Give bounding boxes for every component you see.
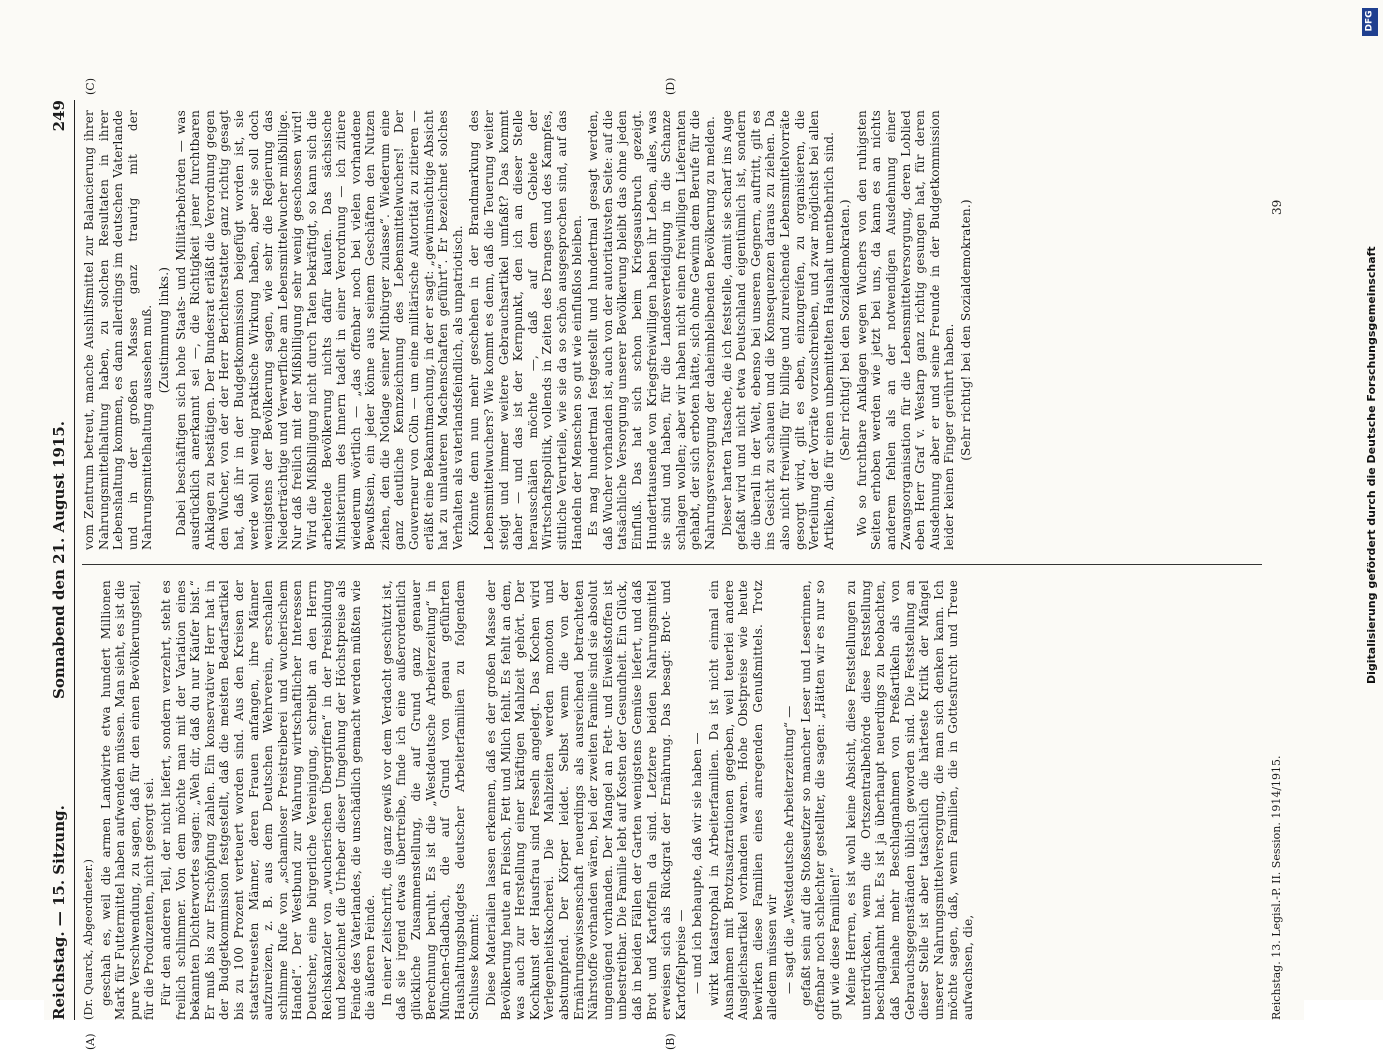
quote-paragraph: gefaßt sein auf die Stoßseufzer so mancher Leser und Leserinnen, offenbar noch schlechter gestellter, die sagen: „Hätten wir es nur so gut wie diese Familien!“ <box>798 580 842 1020</box>
quote-paragraph: wirkt katastrophal in Arbeiterfamilien. Da ist nicht einmal ein Ausnahmen mit Brotzusatzrationen gegeben, weil teuerlei andere Ausgleichsartikel vorhanden waren. Hohe Obstpreise wie heute bewirken diese Familien eines anregenden Genußmittels. Trotz alledem müssen wir <box>706 580 780 1020</box>
interjection: — und ich behaupte, daß wir sie haben — <box>690 732 705 994</box>
paragraph: Meine Herren, es ist wohl keine Absicht, diese Feststellungen zu unterdrücken, wenn die Ortszentralbehörde diese Feststellung beschlagnahmt hat. Es ist ja überhaupt neuerdings zu beobachten, daß beinahe mehr Beschlagnahmen von Preßartikeln als von Gebrauchsgegenständen üblich geworden sind. Die Feststellung an dieser Stelle ist aber tatsächlich die härteste Kritik der Mängel unserer Nahrungsmittelversorgung, die man sich denken kann. Ich möchte sagen, daß, wenn Familien, die in Gottesfurcht und Treue aufwachsen, die, <box>844 580 976 1020</box>
sheet-number: 39 <box>1270 199 1284 215</box>
speaker-note: (Dr. Quarck, Abgeordneter.) <box>82 858 95 1020</box>
column-divider <box>82 564 1262 565</box>
paragraph: Für den anderen Teil, der nicht liefert, sondern verzehrt, steht es freilich schlimmer. Von dem möchte man mit der Variation eines bekannten Dichterwortes sagen: „Weh dir, daß du nur Käufer bist.“ Er muß bis zur Erschöpfung zahlen. Ein konservativer Herr hat in der Budgetkommission festgestellt, daß die meisten Bedarfsartikel bis zu 100 Prozent verteuert worden sind. Aus den Kreisen der staatstreuesten Männer, deren Frauen anfangen, ihre Männer aufzureizen, z. B. aus dem Deutschen Wehrverein, erschallen schlimme Rufe von „schamloser Preistreiberei und wucherischem Handel“. Der Westbund zur Wahrung wirtschaftlicher Interessen Deutscher, eine bürgerliche Vereinigung, schreibt an den Herrn Reichskanzler von „wucherischen Übergriffen“ in der Preisbildung und bezeichnet die Urheber dieser Umgehung der Höchstpreise als Feinde des Vaterlandes, die unschädlich gemacht werden müßten wie die äußeren Feinde. <box>158 580 378 1020</box>
margin-mark-c: (C) <box>84 78 97 95</box>
margin-mark-b: (B) <box>664 1033 677 1050</box>
reaction-note: (Sehr richtig! bei den Sozialdemokraten.) <box>959 199 974 461</box>
dfg-credit-strip <box>1362 8 1380 998</box>
dfg-logo-icon: DFG <box>1362 8 1378 36</box>
paragraph: Dieser harten Tatsache, die ich feststelle, damit sie scharf ins Auge gefaßt wird und nicht etwa Deutschland eigentümlich ist, sondern die überall in der Welt, ebenso bei unseren Gegnern, auftritt, gilt es ins Gesicht zu schauen und die Konsequenzen daraus zu ziehen. Da also nicht freiwillig für billige und zureichende Lebensmittelvorräte gesorgt wird, gilt es eben, einzugreifen, zu organisieren, die Verteilung der Vorräte vorzuschreiben, und zwar möglichst bei allen Artikeln, die für einen unbemittelten Haushalt unentbehrlich sind. <box>719 110 836 550</box>
rotated-document-page <box>44 77 1304 1050</box>
page-header <box>44 100 75 1020</box>
digitization-credit <box>1365 44 1379 684</box>
quote-paragraph: Diese Materialien lassen erkennen, daß es der großen Masse der Bevölkerung heute an Fleisch, Fett und Milch fehlt. Es fehlt an dem, was auch zur Herstellung einer kräftigen Mahlzeit gehört. Der Kochkunst der Hausfrau sind Fesseln angelegt. Das Kochen wird Verlegenheitskocherei. Die Mahlzeiten werden monoton und abstumpfend. Der Körper leidet. Selbst wenn die von der Ernährungswissenschaft neuerdings als ausreichend betrachteten Nährstoffe vorhanden wären, bei der zweiten Familie sind sie absolut ungenügend vorhanden. Der Mangel an Fett- und Eiweißstoffen ist unbestreitbar. Die Familie lebt auf Kosten der Gesundheit. Ein Glück, daß in beiden Fällen der Garten wenigstens Gemüse liefert, und daß Brot und Kartoffeln da sind. Letztere beiden Nahrungsmittel erweisen sich als Rückgrat der Ernährung. Das besagt: Brot- und Kartoffelpreise — <box>484 580 688 1020</box>
header-date: Sonnabend den 21. August 1915. <box>50 421 68 699</box>
interjection: — sagt die „Westdeutsche Arbeiterzeitung“ — <box>781 705 796 994</box>
paragraph: geschah es, weil die armen Landwirte etwa hundert Millionen Mark für Futtermittel haben aufwenden müssen. Man sieht, es ist die pure Verschwendung, zu sagen, daß für den einen Bevölkerungsteil, für die Produzenten, nicht gesorgt sei. <box>98 580 157 1020</box>
paragraph: Könnte denn nun mehr geschehen in der Brandmarkung des Lebensmittelwuchers? Wie kommt es denn, daß die Teuerung weiter steigt und immer weitere Gebrauchsartikel umfaßt? Das kommt daher — und das ist der Kernpunkt, den ich an dieser Stelle herausschälen möchte —, daß auf dem Gebiete der Wirtschaftspolitik, vollends in Zeiten des Dranges und des Kampfes, sittliche Verurteile, wie sie da so schön ausgesprochen sind, auf das Handeln der Menschen so gut wie einflußlos bleiben. <box>467 110 584 550</box>
paragraph: Dabei beschäftigen sich hohe Staats- und Militärbehörden — was ausdrücklich anerkannt sei —, die Richtigkeit jener furchtbaren Anklagen zu bestätigen. Der Bundesrat erläßt die Verordnung gegen den Wucher, von der der Herr Berichterstatter ganz richtig gesagt hat, daß ihr in der Budgetkommission beigefügt worden ist, sie werde wohl wenig praktische Wirkung haben, aber sie soll doch wenigstens der Bevölkerung sagen, wie sehr die Regierung das Niederträchtige und Verwerfliche am Lebensmittelwucher mißbillige. Nur daß freilich mit der Mißbilligung sehr wenig geschossen wird! Wird die Mißbilligung nicht durch Taten bekräftigt, so kann sich die arbeitende Bevölkerung nichts dafür kaufen. Das sächsische Ministerium des Innern tadelt in einer Verordnung — ich zitiere wiederum wörtlich — „das offenbar noch bei vielen vorhandene Bewußtsein, ein jeder könne aus seinem Geschäften den Nutzen ziehen, den die Notlage seiner Mitbürger zulasse“. Wiederum eine ganz deutliche Kennzeichnung des Lebensmittelwuchers! Der Gouverneur von Cöln — um eine militärische Autorität zu zitieren — erläßt eine Bekanntmachung, in der er sagt: „gewinnsüchtige Absicht hat zu unlauteren Machenschaften geführt“. Er bezeichnet solches Verhalten als vaterlandsfeindlich, als unpatriotisch. <box>173 110 465 550</box>
reaction-note: (Sehr richtig! bei den Sozialdemokraten.) <box>838 199 853 461</box>
header-left: Reichstag. — 15. Sitzung. <box>50 805 68 1020</box>
page-footer: Reichstag. 13. Legisl.-P. II. Session. 1914/1915. <box>1270 755 1283 1020</box>
reaction-note: (Zustimmung links.) <box>156 266 171 394</box>
page-number: 249 <box>50 100 68 132</box>
credit-text: Digitalisierung gefördert durch die Deutsche Forschungsgemeinschaft <box>1365 246 1378 684</box>
paragraph: Wo so furchtbare Anklagen wegen Wuchers von den ruhigsten Seiten erhoben werden wie jetzt bei uns, da kann es an nichts anderem fehlen als an der notwendigen Ausdehnung einer Zwangsorganisation für die Lebensmittelversorgung, deren Loblied eben Herr Graf v. Westarp ganz richtig gesungen hat, für deren Ausdehnung aber er und seine Freunde in der Budgetkommission leider keinen Finger gerührt haben. <box>854 110 957 550</box>
left-column <box>82 580 1262 1020</box>
margin-mark-d: (D) <box>664 77 677 95</box>
paragraph: In einer Zeitschrift, die ganz gewiß vor dem Verdacht geschützt ist, daß sie irgend etwas übertreibe, finde ich eine außerordentlich glückliche Zusammenstellung, die auf Grund ganz genauer Berechnung beruht. Es ist die „Westdeutsche Arbeiterzeitung“ in München-Gladbach, die auf Grund von genau geführten Haushaltungsbudgets deutscher Arbeiterfamilien zu folgendem Schlusse kommt: <box>379 580 482 1020</box>
paragraph: Es mag hundertmal festgestellt und hundertmal gesagt werden, daß Wucher vorhanden ist, auch von der autoritativsten Seite: auf die tatsächliche Versorgung unserer Bevölkerung bleibt das ohne jeden Einfluß. Das hat sich schon beim Kriegsausbruch gezeigt. Hunderttausende von Kriegsfreiwilligen haben ihr Leben, alles, was sie sind und haben, für die Landesverteidigung in die Schanze schlagen wollen; aber wir haben nicht einen freiwilligen Lieferanten gehabt, der sich erboten hätte, sich ohne Gewinn dem Berufe für die Nahrungsversorgung der daheimbleibenden Bevölkerung zu melden. <box>586 110 717 550</box>
margin-mark-a: (A) <box>84 1033 97 1050</box>
paragraph: vom Zentrum betreut, manche Aushilfsmittel zur Balancierung ihrer Nahrungsmittelhaltung haben, zu solchen Resultaten in ihrer Lebenshaltung kommen, es dann allerdings im deutschen Vaterlande und in der großen Masse ganz traurig mit der Nahrungsmittelhaltung aussehen muß. <box>82 110 155 550</box>
right-column <box>82 110 1262 550</box>
